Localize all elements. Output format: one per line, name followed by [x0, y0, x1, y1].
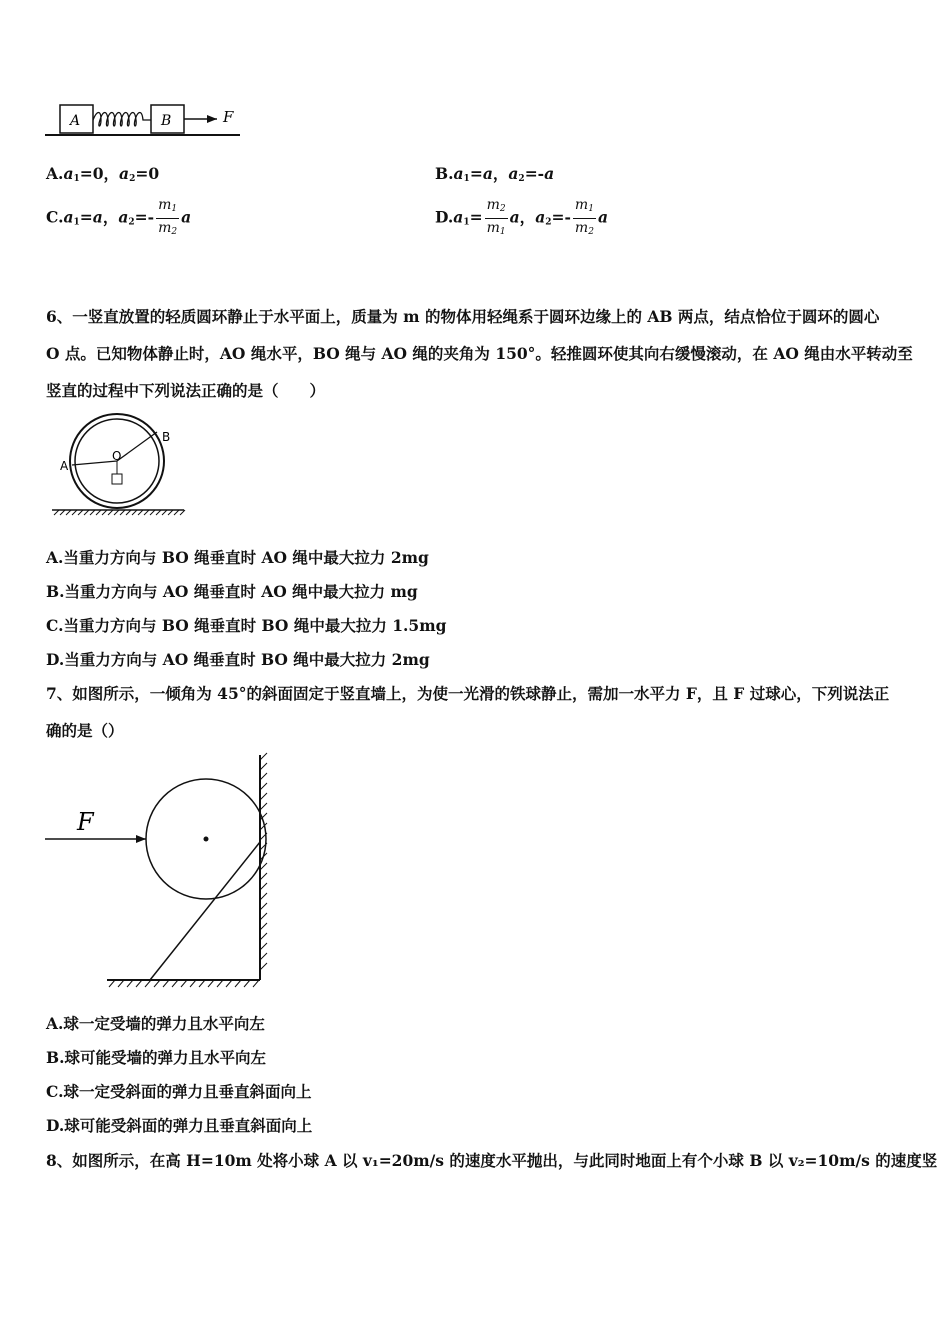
q8-text-line1: 8、如图所示，在高 H=10m 处将小球 A 以 v₁=20m/s 的速度水平抛出，与此同时地面上有个小球 B 以 v₂=10m/s 的速度竖: [46, 1151, 938, 1170]
q6-text-line2: O 点。已知物体静止时，AO 绳水平，BO 绳与 AO 绳的夹角为 150°。轻推圆环使其向右缓慢滚动，在 AO 绳由水平转动至: [46, 344, 913, 363]
point-o-label: O: [112, 449, 122, 463]
q6-text-line3: 竖直的过程中下列说法正确的是（ ）: [46, 381, 326, 400]
q5-option-c: $C.a_1=a$，$a_2=-$ $\frac{m_1}{m_2}$ a: [46, 196, 191, 241]
fraction-m1-m2: $\frac{m_1}{m_2}$: [158, 197, 178, 237]
q5-option-a: $A.a_1=0$，$a_2=0$: [46, 164, 160, 184]
q6-option-a: A.当重力方向与 BO 绳垂直时 AO 绳中最大拉力 2mg: [46, 548, 429, 567]
q5-option-b: $B.a_1=a$，$a_2=-a$: [435, 164, 555, 184]
point-a-label: A: [60, 459, 69, 473]
q6-text-line1: 6、一竖直放置的轻质圆环静止于水平面上，质量为 m 的物体用轻绳系于圆环边缘上的 AB 两点，结点恰位于圆环的圆心: [46, 307, 880, 326]
q6-option-d: D.当重力方向与 AO 绳垂直时 BO 绳中最大拉力 2mg: [46, 650, 430, 669]
fraction-m1-m2: $\frac{m_1}{m_2}$: [574, 197, 594, 237]
force-f-label: F: [77, 808, 94, 836]
incline-ball-figure: [45, 752, 280, 992]
q7-option-b: B.球可能受墙的弹力且水平向左: [46, 1048, 266, 1067]
block-a-label: A: [70, 113, 81, 129]
q7-text-line1: 7、如图所示，一倾角为 45°的斜面固定于竖直墙上，为使一光滑的铁球静止，需加一水平力 F，且 F 过球心，下列说法正: [46, 684, 890, 703]
q5-option-d: $D.a_1=$ $\frac{m_2}{m_1}$ a，$a_2=-$ $\frac{m_1}{m_2}$ a: [435, 196, 608, 241]
q6-option-b: B.当重力方向与 AO 绳垂直时 AO 绳中最大拉力 mg: [46, 582, 418, 601]
spring-blocks-figure: [45, 100, 245, 140]
ring-figure: [50, 408, 200, 518]
q7-option-c: C.球一定受斜面的弹力且垂直斜面向上: [46, 1082, 312, 1101]
q7-option-d: D.球可能受斜面的弹力且垂直斜面向上: [46, 1116, 313, 1135]
q7-option-a: A.球一定受墙的弹力且水平向左: [46, 1014, 265, 1033]
q7-text-line2: 确的是（）: [46, 721, 124, 740]
q6-option-c: C.当重力方向与 BO 绳垂直时 BO 绳中最大拉力 1.5mg: [46, 616, 447, 635]
fraction-m2-m1: $\frac{m_2}{m_1}$: [486, 197, 506, 237]
point-b-label: B: [162, 430, 171, 444]
force-f-label: F: [223, 108, 234, 126]
block-b-label: B: [161, 113, 172, 129]
